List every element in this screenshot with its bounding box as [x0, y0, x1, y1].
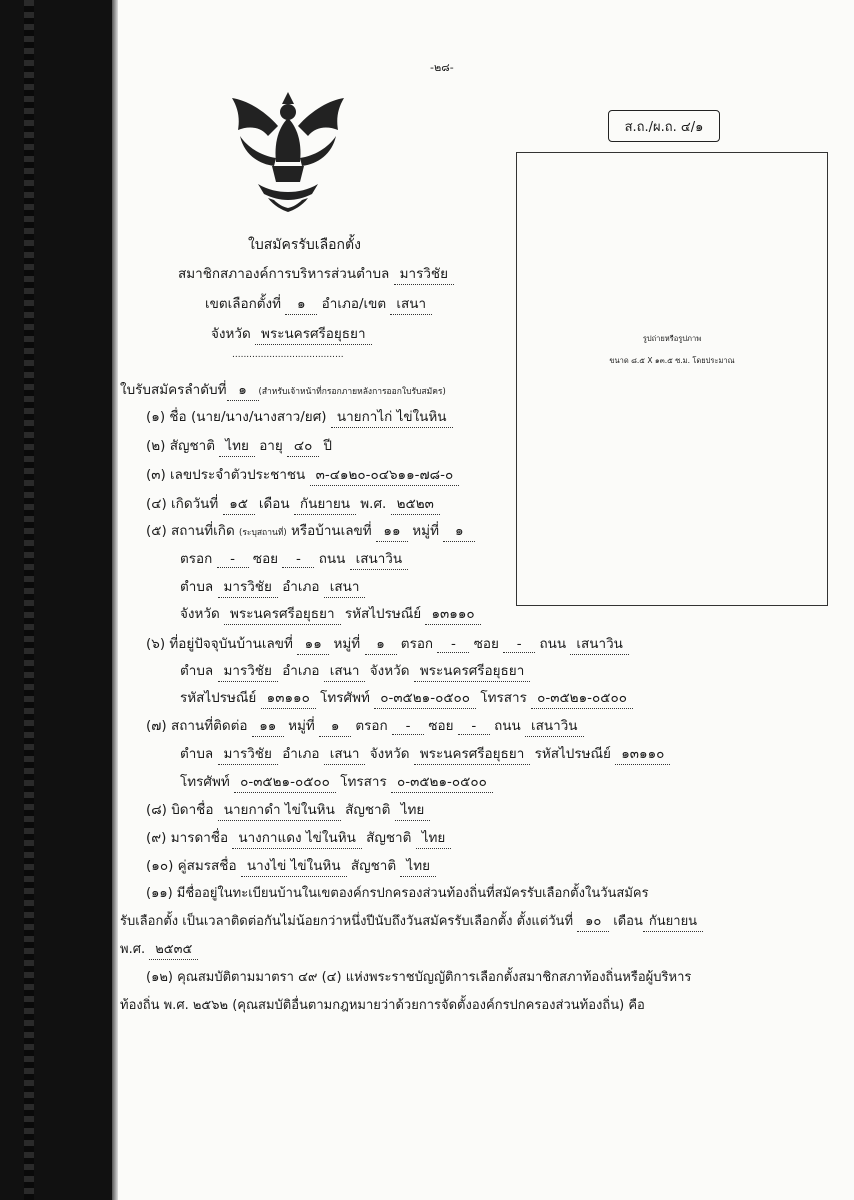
item-9-mother: (๙) มารดาชื่อ นางกาแดง ไข่ในหิน สัญชาติ ไทย: [146, 826, 451, 849]
item-6-district: ตำบล มารวิชัย อำเภอ เสนา จังหวัด พระนครศรีอยุธยา: [180, 659, 530, 682]
item-6-contact: รหัสไปรษณีย์ ๑๓๑๑๐ โทรศัพท์ ๐-๓๕๒๑-๐๕๐๐ โทรสาร ๐-๓๕๒๑-๐๕๐๐: [180, 686, 633, 709]
item-7-district: ตำบล มารวิชัย อำเภอ เสนา จังหวัด พระนครศรีอยุธยา รหัสไปรษณีย์ ๑๓๑๑๐: [180, 742, 670, 765]
item-6-address: (๖) ที่อยู่ปัจจุบันบ้านเลขที่ ๑๑ หมู่ที่ ๑ ตรอก - ซอย - ถนน เสนาวิน: [146, 632, 629, 655]
item-1-name: (๑) ชื่อ (นาย/นาง/นางสาว/ยศ) นายกาไก่ ไข่ในหิน: [146, 405, 453, 428]
title-line-2: สมาชิกสภาองค์การบริหารส่วนตำบล มารวิชัย: [178, 262, 454, 285]
garuda-emblem: [228, 88, 348, 216]
seq-line: ใบรับสมัครลำดับที่ ๑ (สำหรับเจ้าหน้าที่กรอกภายหลังการออกใบรับสมัคร): [120, 378, 446, 401]
photo-size-note: ขนาด ๘.๕ X ๑๓.๕ ซ.ม. โดยประมาณ: [609, 356, 735, 365]
item-5-province: จังหวัด พระนครศรีอยุธยา รหัสไปรษณีย์ ๑๓๑๑๐: [180, 602, 481, 625]
title-line-3: เขตเลือกตั้งที่ ๑ อำเภอ/เขต เสนา: [205, 292, 432, 315]
item-12-line-2: ท้องถิ่น พ.ศ. ๒๕๖๒ (คุณสมบัติอื่นตามกฎหมายว่าด้วยการจัดตั้งองค์กรปกครองส่วนท้องถิ่น) คือ: [120, 998, 645, 1013]
title-dots: .......................................: [232, 350, 344, 360]
photo-label: รูปถ่ายหรือรูปภาพ: [642, 334, 702, 343]
item-5-birthplace: (๕) สถานที่เกิด (ระบุสถานที่) หรือบ้านเลขที่ ๑๑ หมู่ที่ ๑: [146, 519, 475, 542]
item-5-road: ตรอก - ซอย - ถนน เสนาวิน: [180, 547, 408, 570]
page-number: -๒๘-: [430, 61, 454, 74]
photo-placeholder: [516, 152, 828, 606]
item-2-nationality-age: (๒) สัญชาติ ไทย อายุ ๔๐ ปี: [146, 434, 332, 457]
form-title: ใบสมัครรับเลือกตั้ง: [248, 237, 361, 253]
item-7-contact-address: (๗) สถานที่ติดต่อ ๑๑ หมู่ที่ ๑ ตรอก - ซอย - ถนน เสนาวิน: [146, 714, 584, 737]
item-4-birthdate: (๔) เกิดวันที่ ๑๕ เดือน กันยายน พ.ศ. ๒๕๒๓: [146, 492, 440, 515]
item-11-line-1: (๑๑) มีชื่ออยู่ในทะเบียนบ้านในเขตองค์กรปกครองส่วนท้องถิ่นที่สมัครรับเลือกตั้งในวันสมัคร: [146, 886, 649, 901]
item-8-father: (๘) บิดาชื่อ นายกาดำ ไข่ในหิน สัญชาติ ไทย: [146, 798, 430, 821]
form-code: ส.ถ./ผ.ถ. ๔/๑: [608, 110, 720, 142]
tao-name: มารวิชัย: [394, 262, 454, 285]
title-line-4: จังหวัด พระนครศรีอยุธยา: [211, 322, 372, 345]
page-edge: [112, 0, 118, 1200]
item-7-phone: โทรศัพท์ ๐-๓๕๒๑-๐๕๐๐ โทรสาร ๐-๓๕๒๑-๐๕๐๐: [180, 770, 493, 793]
item-12-line-1: (๑๒) คุณสมบัติตามมาตรา ๔๙ (๔) แห่งพระราชบัญญัติการเลือกตั้งสมาชิกสภาท้องถิ่นหรือผู้บริหาร: [146, 970, 692, 985]
item-11-line-2: รับเลือกตั้ง เป็นเวลาติดต่อกันไม่น้อยกว่าหนึ่งปีนับถึงวันสมัครรับเลือกตั้ง ตั้งแต่วันที่ ๑๐ เดือน กันยายน: [120, 910, 703, 932]
binding-strip: [0, 0, 112, 1200]
item-3-id: (๓) เลขประจำตัวประชาชน ๓-๔๑๒๐-๐๔๖๑๑-๗๘-๐: [146, 463, 459, 486]
item-11-line-3: พ.ศ. ๒๕๓๕: [120, 938, 198, 960]
item-5-district: ตำบล มารวิชัย อำเภอ เสนา: [180, 575, 365, 598]
item-10-spouse: (๑๐) คู่สมรสชื่อ นางไข่ ไข่ในหิน สัญชาติ ไทย: [146, 854, 436, 877]
